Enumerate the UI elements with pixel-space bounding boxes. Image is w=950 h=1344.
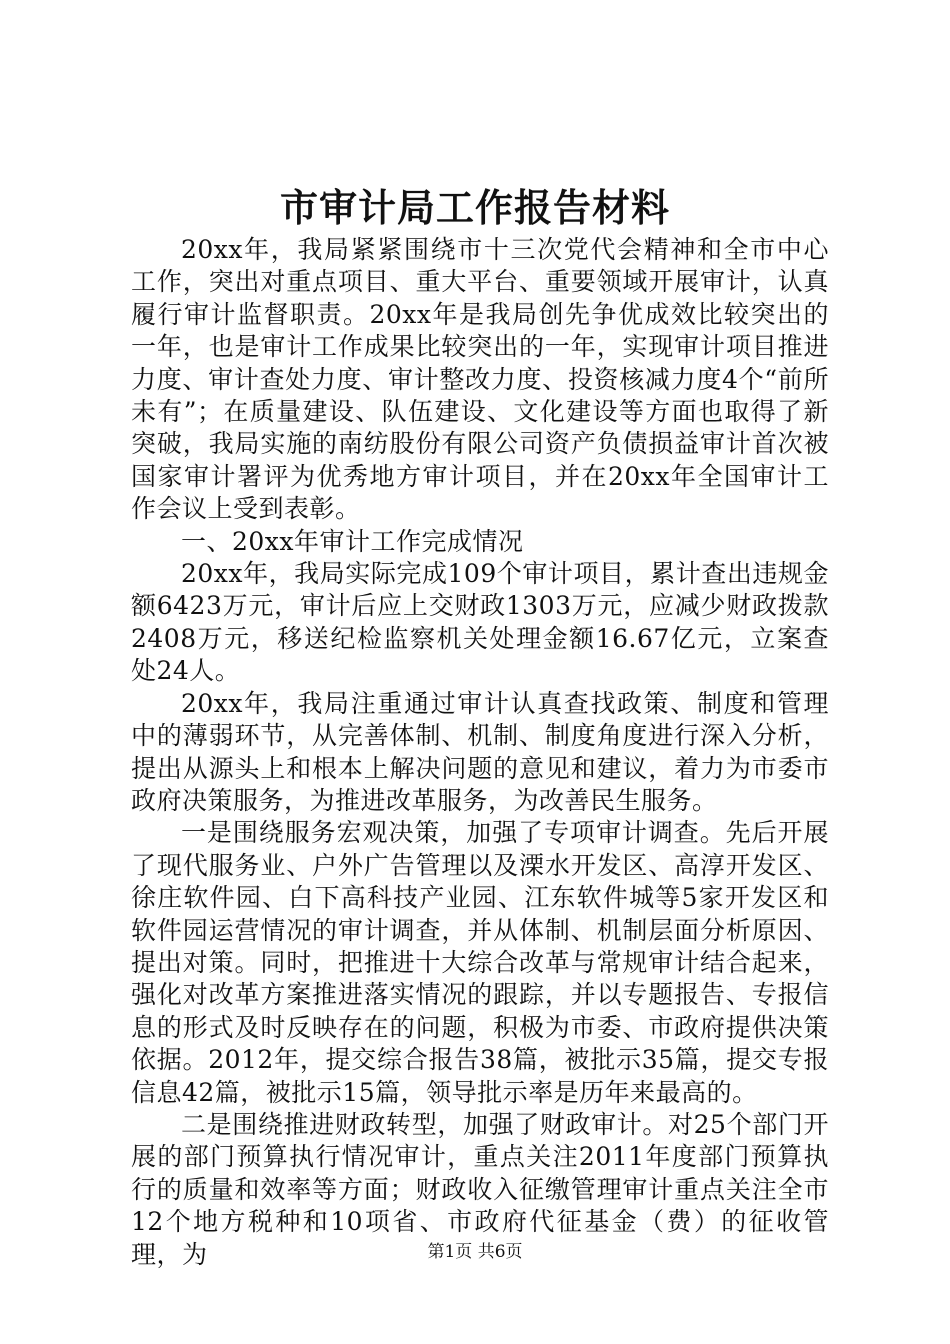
paragraph-point-2: 二是围绕推进财政转型，加强了财政审计。对25个部门开展的部门预算执行情况审计，重点关注2011年度部门预算执行的质量和效率等方面；财政收入征缴管理审计重点关注全市12个地方税种和10项省、市政府代征基金（费）的征收管理，为 xyxy=(131,1109,829,1269)
document-body xyxy=(131,234,829,1271)
paragraph-point-1: 一是围绕服务宏观决策，加强了专项审计调查。先后开展了现代服务业、户外广告管理以及溧水开发区、高淳开发区、徐庄软件园、白下高科技产业园、江东软件城等5家开发区和软件园运营情况的审计调查，并从体制、机制层面分析原因、提出对策。同时，把推进十大综合改革与常规审计结合起来，强化对改革方案推进落实情况的跟踪，并以专题报告、专报信息的形式及时反映存在的问题，积极为市委、市政府提供决策依据。2012年，提交综合报告38篇，被批示35篇，提交专报信息42篇，被批示15篇，领导批示率是历年来最高的。 xyxy=(131,818,829,1107)
paragraph-approach: 20xx年，我局注重通过审计认真查找政策、制度和管理中的薄弱环节，从完善体制、机制、制度角度进行深入分析，提出从源头上和根本上解决问题的意见和建议，着力为市委市政府决策服务，为推进改革服务，为改善民生服务。 xyxy=(131,688,829,815)
paragraph-intro: 20xx年，我局紧紧围绕市十三次党代会精神和全市中心工作，突出对重点项目、重大平台、重要领域开展审计，认真履行审计监督职责。20xx年是我局创先争优成效比较突出的一年，也是审计工作成果比较突出的一年，实现审计项目推进力度、审计查处力度、审计整改力度、投资核减力度4个“前所未有”；在质量建设、队伍建设、文化建设等方面也取得了新突破，我局实施的南纺股份有限公司资产负债损益审计首次被国家审计署评为优秀地方审计项目，并在20xx年全国审计工作会议上受到表彰。 xyxy=(131,235,829,524)
page-number-footer: 第1页 共6页 xyxy=(427,1242,523,1262)
paragraph-summary: 20xx年，我局实际完成109个审计项目，累计查出违规金额6423万元，审计后应上交财政1303万元，应减少财政拨款2408万元，移送纪检监察机关处理金额16.67亿元，立案查处24人。 xyxy=(131,559,829,686)
section-heading-1: 一、20xx年审计工作完成情况 xyxy=(181,526,524,556)
document-title: 市审计局工作报告材料 xyxy=(279,185,670,230)
